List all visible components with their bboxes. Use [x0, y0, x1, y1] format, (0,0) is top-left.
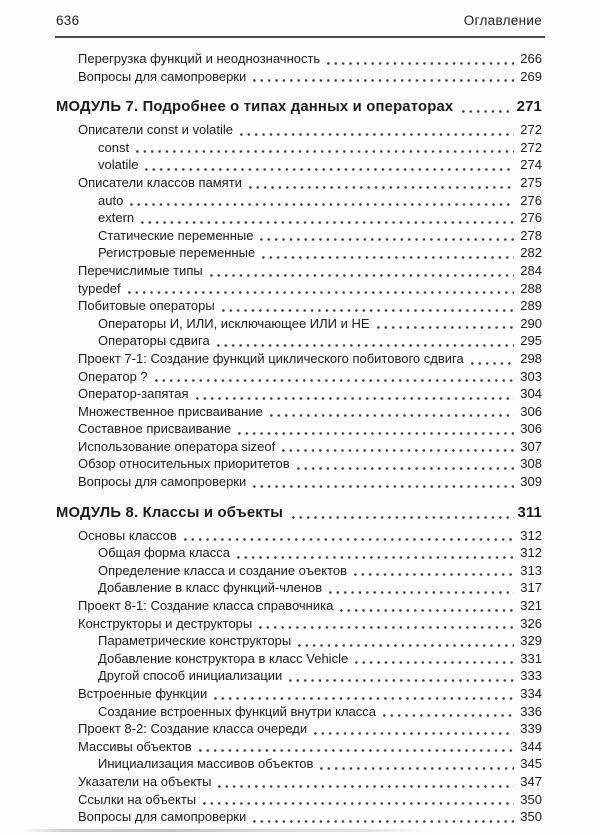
- dot-leader: [199, 749, 514, 752]
- toc-entry: [56, 438, 542, 456]
- toc-entry-page: 282: [520, 245, 542, 261]
- dot-leader: [260, 238, 514, 241]
- toc-entry-page: 276: [520, 210, 542, 226]
- toc-entry: [56, 385, 542, 403]
- toc-entry: [56, 791, 542, 809]
- toc-entry-page: 266: [520, 51, 542, 66]
- dot-leader: [329, 591, 514, 594]
- toc-entry-title: Описатели const и volatile: [78, 122, 233, 138]
- toc-entry-title: Создание встроенных функций внутри класса: [98, 703, 376, 719]
- dot-leader: [298, 644, 514, 647]
- toc-entry-title: Проект 8-1: Создание класса справочника: [78, 598, 334, 614]
- toc-section: [56, 97, 542, 490]
- toc-entry-page: 308: [520, 456, 542, 472]
- toc-entry: [56, 650, 542, 668]
- dot-leader: [354, 573, 514, 576]
- toc-entry-title: Другой способ инициализации: [98, 668, 283, 684]
- toc-entry-page: 350: [520, 809, 542, 825]
- toc-entry-page: 312: [520, 527, 542, 543]
- toc-entry-title: Указатели на объекты: [78, 773, 212, 789]
- toc-entry: [56, 209, 542, 227]
- toc-module-heading-page: 271: [516, 99, 542, 116]
- dot-leader: [218, 785, 514, 788]
- toc-entry-page: 284: [520, 262, 542, 278]
- toc-entry-page: 331: [520, 650, 542, 666]
- toc-entry: [56, 315, 542, 333]
- toc-entry: [56, 455, 542, 473]
- toc-entry: [56, 544, 542, 562]
- dot-leader: [203, 802, 514, 805]
- toc-entry: [56, 68, 542, 86]
- toc-entry-title: Регистровые переменные: [98, 245, 256, 261]
- toc-entry: [56, 667, 542, 685]
- toc-entry-page: 304: [520, 386, 542, 402]
- toc-entry-title: Общая форма класса: [98, 545, 230, 561]
- toc-entry-page: 276: [520, 192, 542, 208]
- toc-entry-page: 317: [520, 580, 542, 596]
- toc-entry: [56, 473, 542, 491]
- toc-entry: [56, 632, 542, 650]
- toc-entry-title: Описатели классов памяти: [78, 174, 242, 190]
- toc-entry-title: Инициализация массивов объектов: [98, 756, 314, 772]
- dot-leader: [377, 326, 514, 329]
- toc-entry-page: 334: [520, 686, 542, 701]
- toc-entry: [56, 720, 542, 738]
- dot-leader: [214, 697, 514, 700]
- toc-module-heading-title: МОДУЛЬ 7. Подробнее о типах данных и операторах: [56, 99, 454, 116]
- toc-entry-title: Ссылки на объекты: [78, 791, 197, 807]
- toc-entry-title: Определение класса и создание оъектов: [98, 562, 348, 578]
- dot-leader: [292, 516, 514, 519]
- dot-leader: [184, 538, 514, 541]
- toc-entry: [56, 562, 542, 580]
- toc-entry-page: 274: [520, 157, 542, 173]
- toc-entry-title: Оператор ?: [78, 368, 148, 384]
- dot-leader: [130, 203, 514, 206]
- dot-leader: [320, 767, 514, 770]
- toc-entry-page: 288: [520, 280, 542, 296]
- toc-entry-title: Составное присваивание: [78, 421, 232, 437]
- toc-entry: [56, 755, 542, 773]
- dot-leader: [238, 432, 514, 435]
- dot-leader: [128, 291, 514, 294]
- dot-leader: [282, 449, 514, 452]
- toc-entry-title: Массивы объектов: [78, 738, 192, 754]
- page-header: [56, 13, 542, 28]
- scan-artifact: [22, 829, 430, 832]
- toc-entry-title: Оператор-запятая: [78, 386, 189, 402]
- dot-leader: [145, 168, 514, 171]
- toc-entry-page: 326: [520, 615, 542, 631]
- toc-entry-page: 289: [520, 298, 542, 314]
- toc-entry: [56, 121, 542, 139]
- dot-leader: [237, 556, 514, 559]
- toc-entry: [56, 685, 542, 703]
- table-of-contents: [56, 50, 542, 826]
- dot-leader: [383, 714, 514, 717]
- toc-entry-page: 336: [520, 703, 542, 719]
- toc-entry-page: 306: [520, 421, 542, 437]
- toc-entry-title: Встроенные функции: [78, 686, 208, 701]
- toc-entry: [56, 139, 542, 157]
- toc-entry-title: Добавление в класс функций-членов: [98, 580, 323, 596]
- toc-entry: [56, 332, 542, 350]
- dot-leader: [210, 274, 514, 277]
- toc-entry-page: 278: [520, 227, 542, 243]
- toc-entry-title: Перечислимые типы: [78, 262, 203, 278]
- toc-entry-title: Обзор относительных приоритетов: [78, 456, 290, 472]
- toc-entry: [56, 280, 542, 298]
- toc-entry: [56, 244, 542, 262]
- dot-leader: [259, 626, 514, 629]
- dot-leader: [297, 467, 514, 470]
- toc-entry-title: Статические переменные: [98, 227, 254, 243]
- toc-entry-title: Операторы И, ИЛИ, исключающее ИЛИ и НЕ: [98, 315, 370, 331]
- toc-entry: [56, 808, 542, 826]
- toc-entry-title: Конструкторы и деструкторы: [78, 615, 253, 631]
- toc-entry-title: Основы классов: [78, 527, 177, 543]
- toc-entry: [56, 174, 542, 192]
- dot-leader: [240, 133, 514, 136]
- toc-entry: [56, 420, 542, 438]
- toc-entry: [56, 615, 542, 633]
- toc-entry: [56, 297, 542, 315]
- toc-entry-page: 344: [520, 738, 542, 754]
- toc-entry-title: Множественное присваивание: [78, 403, 263, 419]
- dot-leader: [471, 362, 514, 365]
- toc-entry-title: Параметрические конструкторы: [98, 633, 292, 649]
- toc-entry-page: 350: [520, 791, 542, 807]
- toc-entry-page: 309: [520, 474, 542, 490]
- toc-section: [56, 50, 542, 85]
- toc-entry-page: 269: [520, 68, 542, 84]
- toc-entry: [56, 368, 542, 386]
- toc-entry: [56, 227, 542, 245]
- toc-entry-title: Побитовые операторы: [78, 298, 215, 314]
- toc-entry-title: Проект 7-1: Создание функций циклического побитового сдвига: [78, 350, 464, 366]
- toc-entry-title: typedef: [78, 280, 121, 296]
- dot-leader: [222, 309, 514, 312]
- toc-entry: [56, 579, 542, 597]
- dot-leader: [249, 186, 514, 189]
- toc-entry-title: Вопросы для самопроверки: [78, 68, 247, 84]
- toc-entry-page: 339: [520, 721, 542, 737]
- toc-module-heading: [56, 503, 542, 523]
- toc-entry-page: 312: [520, 545, 542, 561]
- toc-entry: [56, 192, 542, 210]
- toc-entry: [56, 350, 542, 368]
- toc-entry: [56, 403, 542, 421]
- toc-entry: [56, 527, 542, 545]
- toc-entry: [56, 50, 542, 68]
- toc-entry-title: const: [98, 139, 130, 155]
- folio-number: 636: [56, 13, 80, 28]
- toc-entry-title: Вопросы для самопроверки: [78, 474, 247, 490]
- toc-entry-title: auto: [98, 192, 124, 208]
- dot-leader: [155, 379, 514, 382]
- toc-entry-title: Добавление конструктора в класс Vehicle: [98, 650, 349, 666]
- toc-entry-page: 275: [520, 174, 542, 190]
- toc-entry-page: 321: [520, 598, 542, 614]
- dot-leader: [141, 221, 514, 224]
- dot-leader: [253, 485, 514, 488]
- toc-entry-title: Вопросы для самопроверки: [78, 809, 247, 825]
- dot-leader: [314, 732, 514, 735]
- toc-entry-page: 272: [520, 122, 542, 138]
- toc-section: [56, 503, 542, 826]
- dot-leader: [253, 79, 514, 82]
- toc-entry-page: 290: [520, 315, 542, 331]
- toc-module-heading-title: МОДУЛЬ 8. Классы и объекты: [56, 504, 284, 521]
- toc-entry-page: 347: [520, 773, 542, 789]
- toc-entry: [56, 156, 542, 174]
- toc-entry-title: volatile: [98, 157, 139, 173]
- toc-entry-title: Операторы сдвига: [98, 333, 210, 349]
- running-title: Оглавление: [463, 13, 542, 28]
- toc-entry-title: Проект 8-2: Создание класса очереди: [78, 721, 308, 737]
- header-rule: [55, 36, 545, 38]
- dot-leader: [262, 256, 514, 259]
- toc-module-heading: [56, 97, 542, 117]
- dot-leader: [270, 414, 514, 417]
- toc-entry: [56, 262, 542, 280]
- toc-entry: [56, 597, 542, 615]
- toc-entry-page: 303: [520, 368, 542, 384]
- dot-leader: [355, 661, 514, 664]
- toc-entry-title: Перегрузка функций и неоднозначность: [78, 51, 321, 66]
- dot-leader: [340, 609, 514, 612]
- dot-leader: [327, 62, 514, 65]
- toc-entry-page: 295: [520, 333, 542, 349]
- toc-module-heading-page: 311: [517, 504, 542, 521]
- toc-entry-page: 345: [520, 756, 542, 772]
- toc-entry-page: 306: [520, 403, 542, 419]
- toc-entry-page: 298: [520, 350, 542, 366]
- dot-leader: [289, 679, 514, 682]
- toc-entry-page: 329: [520, 633, 542, 649]
- toc-entry: [56, 703, 542, 721]
- dot-leader: [136, 150, 514, 153]
- dot-leader: [196, 397, 515, 400]
- toc-entry-title: Использование оператора sizeof: [78, 438, 276, 454]
- dot-leader: [253, 820, 514, 823]
- toc-entry: [56, 773, 542, 791]
- toc-entry-page: 333: [520, 668, 542, 684]
- toc-entry-page: 313: [520, 562, 542, 578]
- dot-leader: [217, 344, 514, 347]
- toc-entry-page: 307: [520, 438, 542, 454]
- toc-entry-title: extern: [98, 210, 135, 226]
- toc-entry-page: 272: [520, 139, 542, 155]
- dot-leader: [462, 110, 514, 113]
- toc-entry: [56, 738, 542, 756]
